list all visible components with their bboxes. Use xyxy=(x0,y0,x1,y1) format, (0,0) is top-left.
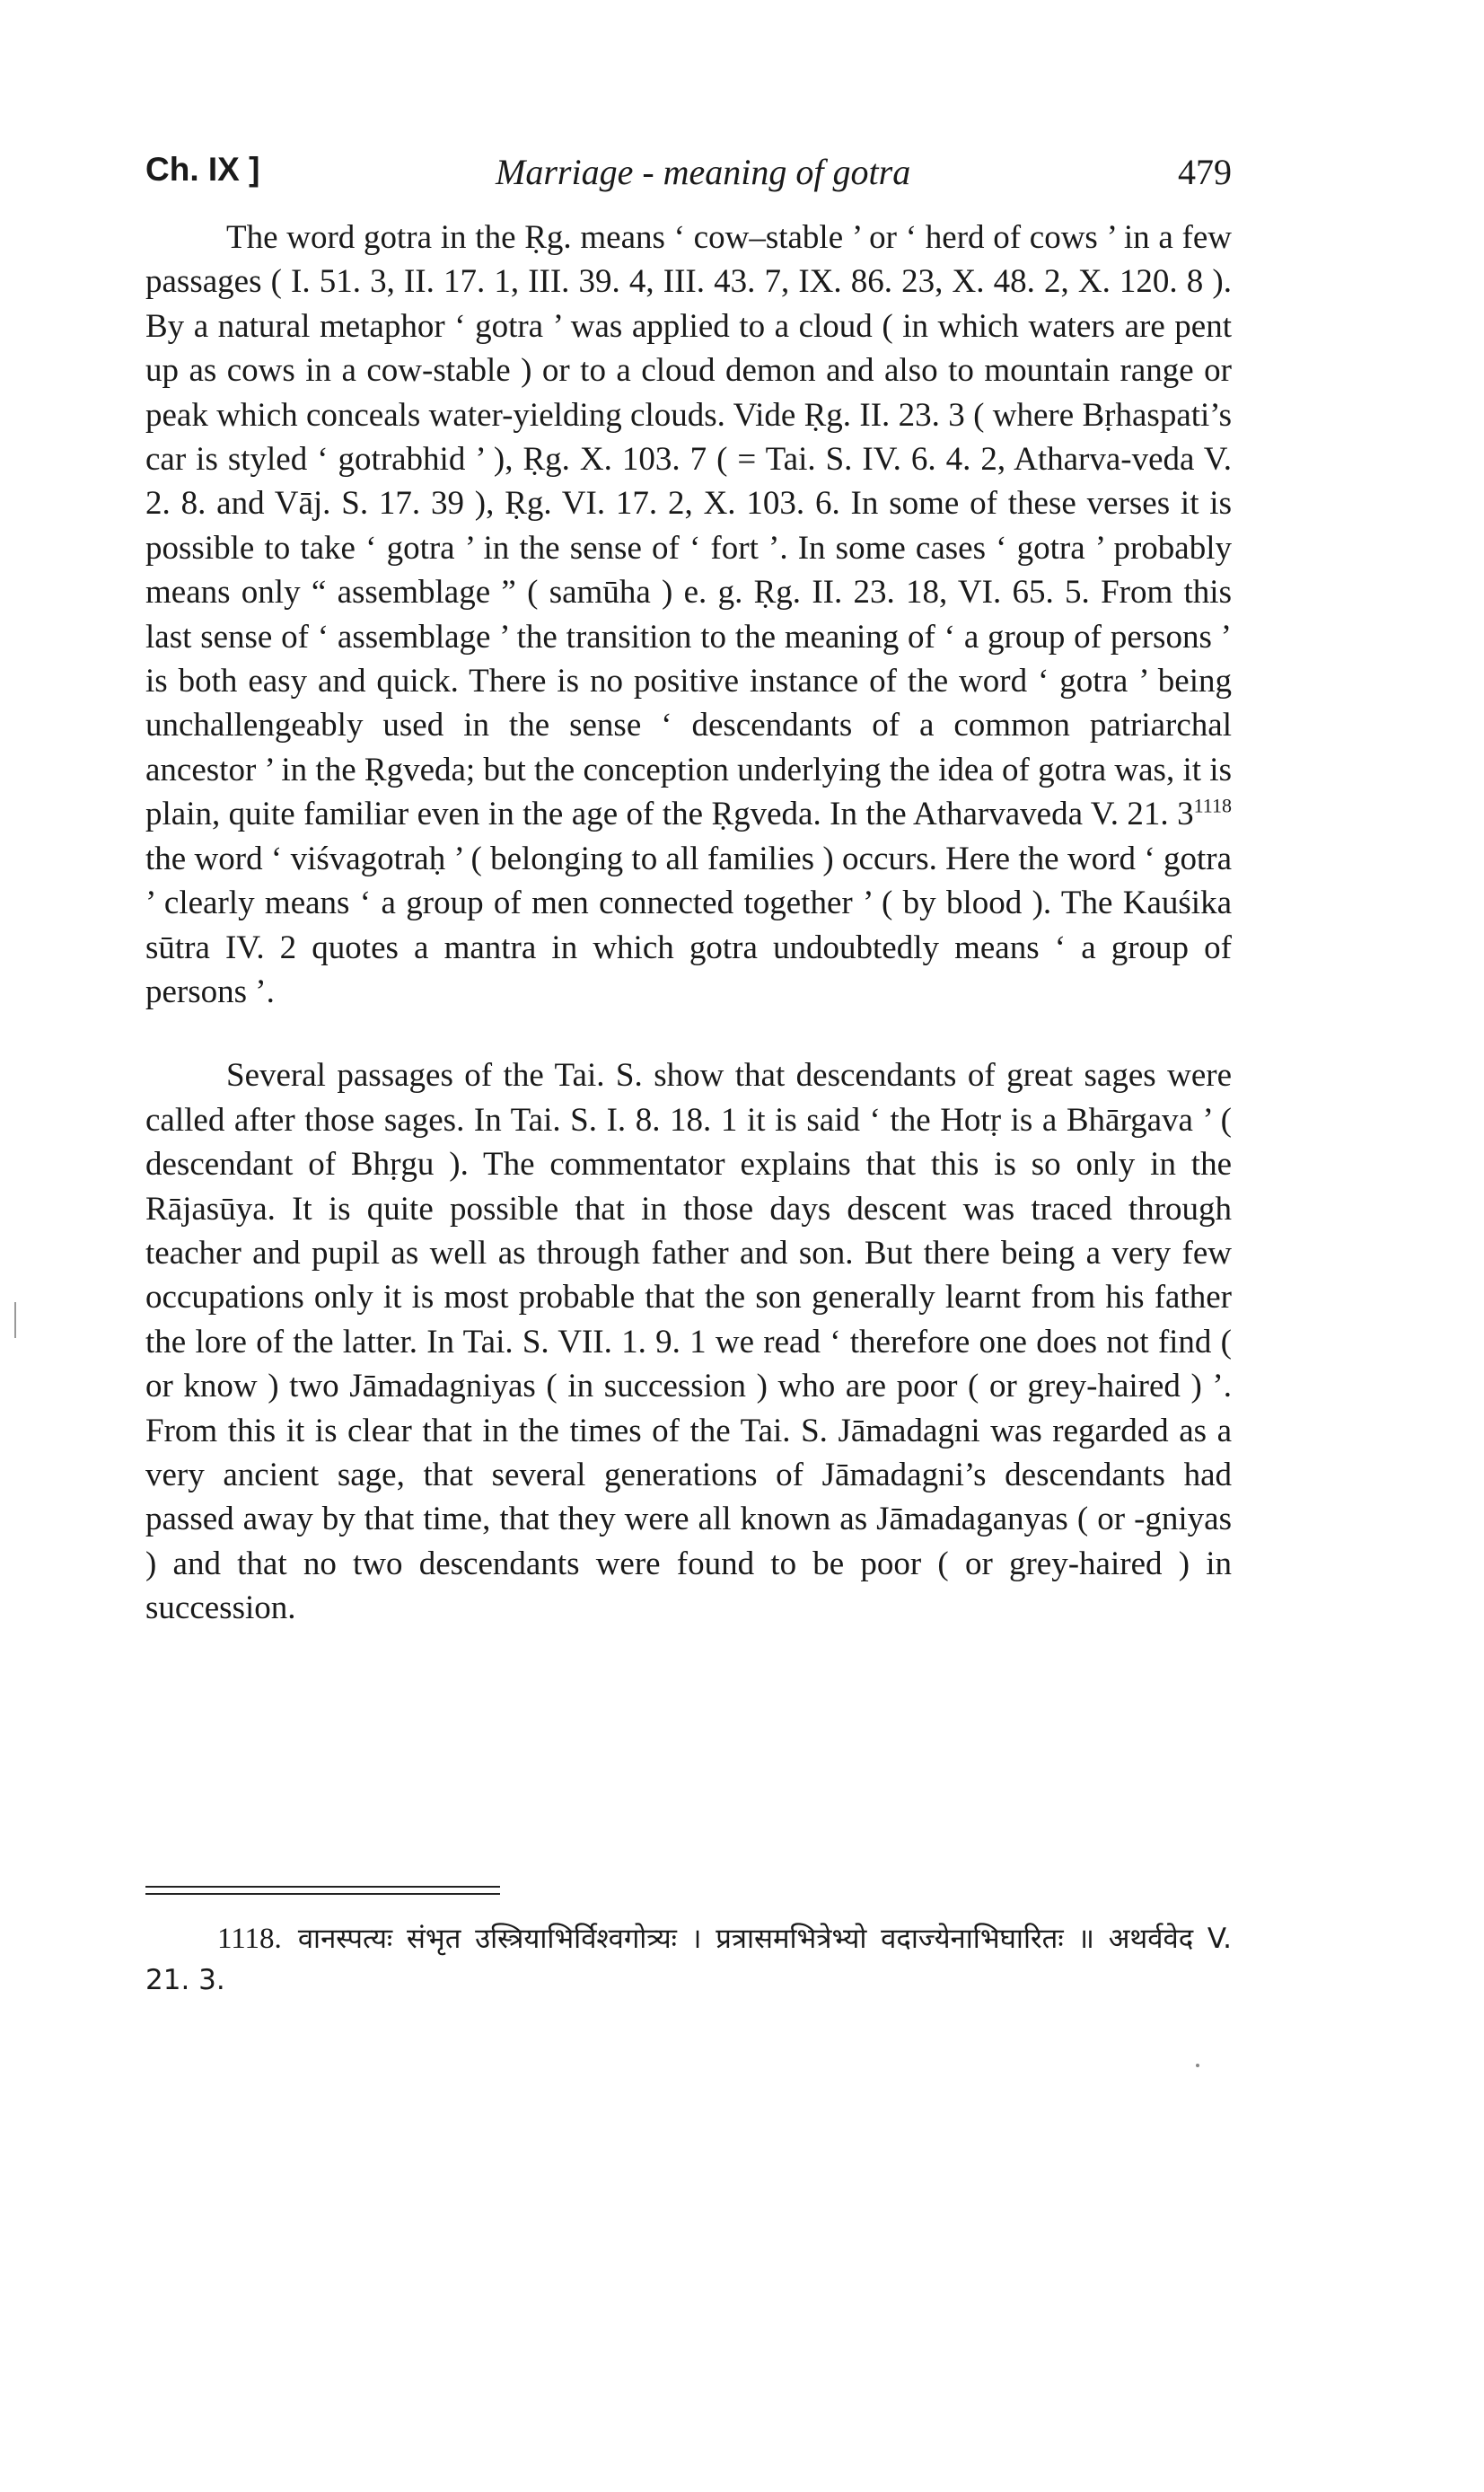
running-title: Marriage - meaning of gotra xyxy=(496,152,911,192)
footnote xyxy=(145,1918,1232,2001)
running-head xyxy=(145,135,1232,198)
footnote-text: वानस्पत्यः संभृत उस्त्रियाभिर्विश्वगोत्र्यः । प्रत्रासमभित्रेभ्यो वदाज्येनाभिघारितः ॥ अथर्ववेद V. 21. 3. xyxy=(145,1923,1232,1996)
footnote-rule-bottom xyxy=(145,1893,500,1895)
footnote-rule-top xyxy=(145,1886,500,1888)
footnote-reference: 1118 xyxy=(1193,794,1232,817)
book-page xyxy=(145,135,1232,1996)
margin-mark xyxy=(14,1302,16,1338)
chapter-label: Ch. IX ] xyxy=(145,151,260,188)
body-paragraph-1 xyxy=(145,216,1232,1014)
paragraph-1-text-b: the word ‘ viśvagotraḥ ’ ( belonging to all families ) occurs. Here the word ‘ gotra ’ clearly means ‘ a group of men connected together ’ ( by blood ). The Kauśika sūtra IV. 2 quotes a mantra in which gotra undoubtedly means ‘ a group of persons ’. xyxy=(145,840,1232,1010)
footnote-number: 1118. xyxy=(217,1923,282,1955)
paragraph-1-text-a: The word gotra in the Ṛg. means ‘ cow–stable ’ or ‘ herd of cows ’ in a few passages ( I. 51. 3, II. 17. 1, III. 39. 4, III. 43. 7, IX. 86. 23, X. 48. 2, X. 120. 8 ). By a natural metaphor ‘ gotra ’ was applied to a cloud ( in which waters are pent up as cows in a cow-stable ) or to a cloud demon and also to mountain range or peak which conceals water-yielding clouds. Vide Ṛg. II. 23. 3 ( where Bṛhaspati’s car is styled ‘ gotrabhid ’ ), Ṛg. X. 103. 7 ( = Tai. S. IV. 6. 4. 2, Atharva-veda V. 2. 8. and Vāj. S. 17. 39 ), Ṛg. VI. 17. 2, X. 103. 6. In some of these verses it is possible to take ‘ gotra ’ in the sense of ‘ fort ’. In some cases ‘ gotra ’ probably means only “ assemblage ” ( samūha ) e. g. Ṛg. II. 23. 18, VI. 65. 5. From this last sense of ‘ assemblage ’ the transition to the meaning of ‘ a group of persons ’ is both easy and quick. There is no positive instance of the word ‘ gotra ’ being unchallengeably used in the sense ‘ descendants of a common patriarchal ancestor ’ in the Ṛgveda; but the conception underlying the idea of gotra was, it is plain, quite familiar even in the age of the Ṛgveda. In the Atharvaveda V. 21. 3 xyxy=(145,219,1232,833)
body-paragraph-2: Several passages of the Tai. S. show that descendants of great sages were called after those sages. In Tai. S. I. 8. 18. 1 it is said ‘ the Hotṛ is a Bhārgava ’ ( descendant of Bhṛgu ). The commentator explains that this is so only in the Rājasūya. It is quite possible that in those days descent was traced through teacher and pupil as well as through father and son. But there being a very few occupations only it is most probable that the son generally learnt from his father the lore of the latter. In Tai. S. VII. 1. 9. 1 we read ‘ therefore one does not find ( or know ) two Jāmadagniyas ( in succession ) who are poor ( or grey-haired ) ’. From this it is clear that in the times of the Tai. S. Jāmadagni was regarded as a very ancient sage, that several generations of Jāmadagni’s descendants had passed away by that time, that they were all known as Jāmadaganyas ( or -gniyas ) and that no two descendants were found to be poor ( or grey-haired ) in succession. xyxy=(145,1057,1232,1627)
page-number: 479 xyxy=(1178,152,1232,192)
print-speck xyxy=(1196,2064,1199,2067)
